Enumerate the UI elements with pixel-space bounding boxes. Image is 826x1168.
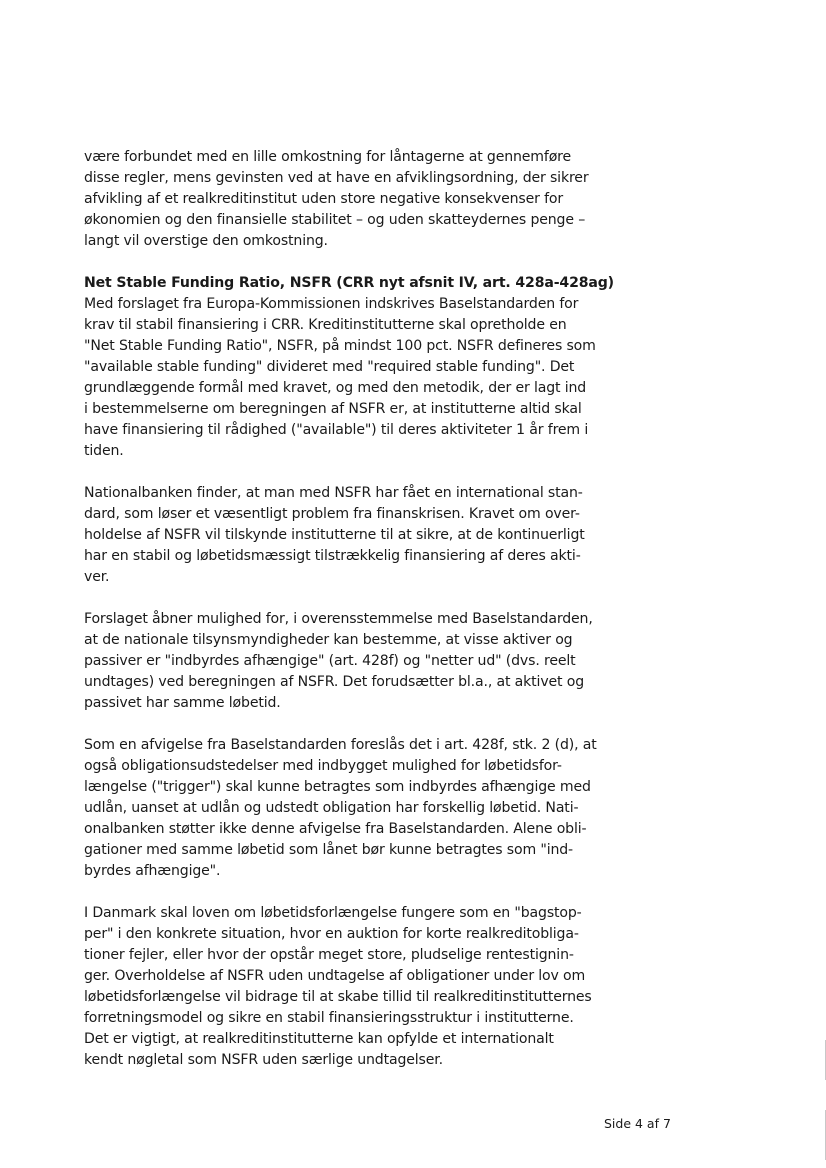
- paragraph-afvigelse: [84, 735, 597, 882]
- text-line: være forbundet med en lille omkostning for låntagerne at gennemføre: [84, 149, 572, 165]
- text-line: Forslaget åbner mulighed for, i overensstemmelse med Baselstandarden,: [84, 611, 593, 627]
- text-line: også obligationsudstedelser med indbygget mulighed for løbetidsfor-: [84, 758, 562, 774]
- text-line: længelse ("trigger") skal kunne betragtes som indbyrdes afhængige med: [84, 779, 591, 795]
- text-line: byrdes afhængige".: [84, 863, 221, 879]
- text-line: Som en afvigelse fra Baselstandarden foreslås det i art. 428f, stk. 2 (d), at: [84, 737, 597, 753]
- text-line: Med forslaget fra Europa-Kommissionen indskrives Baselstandarden for: [84, 296, 579, 312]
- text-line: tioner fejler, eller hvor der opstår meget store, pludselige rentestignin-: [84, 947, 574, 963]
- text-line: onalbanken støtter ikke denne afvigelse fra Baselstandarden. Alene obli-: [84, 821, 587, 837]
- paragraph-danmark: [84, 903, 592, 1071]
- text-line: have finansiering til rådighed ("available") til deres aktiviteter 1 år frem i: [84, 422, 589, 438]
- paragraph-afviklingsordning: [84, 147, 589, 252]
- text-line: afvikling af et realkreditinstitut uden store negative konsekvenser for: [84, 191, 564, 207]
- text-line: ger. Overholdelse af NSFR uden undtagelse af obligationer under lov om: [84, 968, 586, 984]
- text-line: "Net Stable Funding Ratio", NSFR, på mindst 100 pct. NSFR defineres som: [84, 338, 596, 354]
- text-line: forretningsmodel og sikre en stabil finansieringsstruktur i institutterne.: [84, 1010, 574, 1026]
- text-line: tiden.: [84, 443, 124, 459]
- text-line: langt vil overstige den omkostning.: [84, 233, 328, 249]
- text-line: holdelse af NSFR vil tilskynde institutterne til at sikre, at de kontinuerligt: [84, 527, 585, 543]
- text-line: løbetidsforlængelse vil bidrage til at skabe tillid til realkreditinstitutternes: [84, 989, 592, 1005]
- paragraph-nationalbanken: [84, 483, 584, 588]
- text-line: ver.: [84, 569, 110, 585]
- text-line: økonomien og den finansielle stabilitet – og uden skatteydernes penge –: [84, 212, 586, 228]
- paragraph-nsfr: [84, 273, 614, 462]
- paragraph-forslaget: [84, 609, 593, 714]
- text-line: at de nationale tilsynsmyndigheder kan bestemme, at visse aktiver og: [84, 632, 573, 648]
- page-number: Side 4 af 7: [604, 1116, 671, 1131]
- text-line: i bestemmelserne om beregningen af NSFR er, at institutterne altid skal: [84, 401, 582, 417]
- text-line: gationer med samme løbetid som lånet bør kunne betragtes som "ind-: [84, 842, 573, 858]
- text-line: dard, som løser et væsentligt problem fra finanskrisen. Kravet om over-: [84, 506, 580, 522]
- text-line: udlån, uanset at udlån og udstedt obligation har forskellig løbetid. Nati-: [84, 800, 579, 816]
- body-text: [84, 147, 614, 1092]
- text-line: "available stable funding" divideret med "required stable funding". Det: [84, 359, 575, 375]
- text-line: Nationalbanken finder, at man med NSFR har fået en international stan-: [84, 485, 583, 501]
- text-line: har en stabil og løbetidsmæssigt tilstrækkelig finansiering af deres akti-: [84, 548, 581, 564]
- text-line: I Danmark skal loven om løbetidsforlængelse fungere som en "bagstop-: [84, 905, 582, 921]
- text-line: kendt nøgletal som NSFR uden særlige undtagelser.: [84, 1052, 443, 1068]
- text-line: krav til stabil finansiering i CRR. Kreditinstitutterne skal opretholde en: [84, 317, 567, 333]
- text-line: passiver er "indbyrdes afhængige" (art. 428f) og "netter ud" (dvs. reelt: [84, 653, 576, 669]
- text-line: passivet har samme løbetid.: [84, 695, 281, 711]
- text-line: grundlæggende formål med kravet, og med den metodik, der er lagt ind: [84, 380, 587, 396]
- text-line: undtages) ved beregningen af NSFR. Det forudsætter bl.a., at aktivet og: [84, 674, 585, 690]
- section-heading-nsfr: Net Stable Funding Ratio, NSFR (CRR nyt afsnit IV, art. 428a-428ag): [84, 275, 614, 291]
- text-line: disse regler, mens gevinsten ved at have en afviklingsordning, der sikrer: [84, 170, 589, 186]
- text-line: per" i den konkrete situation, hvor en auktion for korte realkreditobliga-: [84, 926, 579, 942]
- text-line: Det er vigtigt, at realkreditinstitutterne kan opfylde et internationalt: [84, 1031, 554, 1047]
